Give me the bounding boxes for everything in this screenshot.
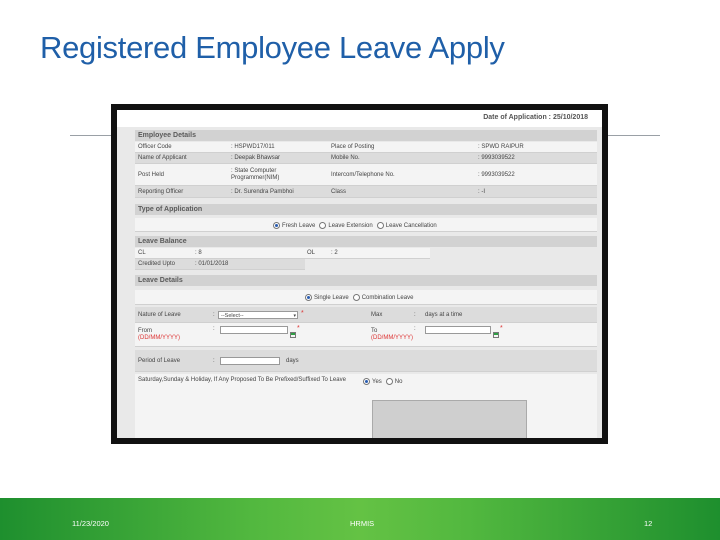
colon: : bbox=[213, 357, 215, 364]
required-star: * bbox=[297, 325, 300, 332]
to-date-input[interactable] bbox=[425, 326, 491, 334]
colon: : bbox=[414, 326, 416, 332]
field-label: Credited Upto bbox=[138, 261, 176, 267]
radio-selected-icon bbox=[305, 294, 312, 301]
radio-icon bbox=[319, 222, 326, 229]
radio-icon bbox=[377, 222, 384, 229]
radio-leave-cancellation[interactable]: Leave Cancellation bbox=[377, 222, 437, 229]
holiday-question: Saturday,Sunday & Holiday, If Any Proposed To Be Prefixed/Suffixed To Leave bbox=[138, 377, 346, 383]
colon: : bbox=[213, 326, 215, 332]
field-label: CL bbox=[138, 250, 146, 256]
field-label: Intercom/Telephone No. bbox=[331, 171, 395, 178]
period-unit: days bbox=[286, 357, 299, 364]
screenshot-frame bbox=[111, 104, 608, 444]
field-value: : 01/01/2018 bbox=[195, 261, 229, 267]
field-value: : State Computer Programmer(NIM) bbox=[231, 167, 280, 181]
colon: : bbox=[213, 311, 215, 318]
colon: : bbox=[414, 311, 416, 318]
field-label: Post Held bbox=[138, 171, 165, 178]
field-value: : Dr. Surendra Pambhoi bbox=[231, 188, 294, 195]
table-row bbox=[135, 164, 597, 186]
date-format-hint: (DD/MM/YYYY) bbox=[371, 334, 413, 341]
section-leave-details: Leave Details bbox=[135, 275, 597, 286]
application-type-row bbox=[135, 218, 597, 232]
field-value: : 9993039522 bbox=[478, 171, 515, 178]
section-leave-balance: Leave Balance bbox=[135, 236, 597, 247]
divider-left bbox=[70, 135, 112, 136]
table-row bbox=[135, 259, 305, 270]
to-label-block bbox=[371, 323, 413, 346]
remarks-textarea[interactable] bbox=[372, 400, 527, 438]
period-of-leave-row bbox=[135, 350, 597, 372]
radio-icon bbox=[386, 378, 393, 385]
field-value: : 8 bbox=[195, 250, 202, 256]
table-row bbox=[135, 186, 597, 198]
table-row bbox=[135, 142, 597, 153]
field-label: Class bbox=[331, 188, 347, 195]
chevron-down-icon: ▾ bbox=[293, 313, 296, 319]
leave-mode-row bbox=[135, 290, 597, 305]
field-label: Officer Code bbox=[138, 144, 172, 150]
max-days-value: days at a time bbox=[425, 311, 463, 318]
date-format-hint: (DD/MM/YYYY) bbox=[138, 334, 180, 341]
field-label: Mobile No. bbox=[331, 155, 360, 161]
calendar-icon[interactable] bbox=[290, 332, 296, 338]
radio-holiday-yes[interactable]: Yes bbox=[363, 378, 382, 385]
field-label: OL bbox=[307, 250, 316, 256]
nature-of-leave-select[interactable]: --Select-- ▾ bbox=[218, 311, 298, 319]
nature-of-leave-row bbox=[135, 307, 597, 323]
required-star: * bbox=[500, 325, 503, 332]
radio-icon bbox=[353, 294, 360, 301]
required-star: * bbox=[301, 310, 304, 317]
radio-combination-leave[interactable]: Combination Leave bbox=[353, 294, 414, 301]
page-number: 12 bbox=[644, 519, 653, 528]
radio-leave-extension[interactable]: Leave Extension bbox=[319, 222, 372, 229]
holiday-prefix-row bbox=[135, 374, 597, 438]
field-value: : 9993039522 bbox=[478, 155, 515, 161]
table-row bbox=[135, 248, 430, 259]
radio-selected-icon bbox=[273, 222, 280, 229]
table-row bbox=[135, 153, 597, 164]
slide-title: Registered Employee Leave Apply bbox=[40, 30, 505, 65]
radio-fresh-leave[interactable]: Fresh Leave bbox=[273, 222, 315, 229]
field-label: To bbox=[371, 327, 378, 334]
period-of-leave-input[interactable] bbox=[220, 357, 280, 365]
field-value: : HSPWD17/011 bbox=[231, 144, 275, 150]
radio-selected-icon bbox=[363, 378, 370, 385]
divider-right bbox=[607, 135, 660, 136]
field-label: Max bbox=[371, 311, 383, 318]
field-value: : SPWD RAIPUR bbox=[478, 144, 524, 150]
field-label: Period of Leave bbox=[138, 357, 181, 364]
field-label: Name of Applicant bbox=[138, 155, 187, 161]
field-label: From bbox=[138, 327, 152, 334]
radio-single-leave[interactable]: Single Leave bbox=[305, 294, 349, 301]
section-employee-details: Employee Details bbox=[135, 130, 597, 141]
footer-center: HRMIS bbox=[350, 519, 375, 528]
calendar-icon[interactable] bbox=[493, 332, 499, 338]
field-value: : Deepak Bhawsar bbox=[231, 155, 281, 161]
from-date-input[interactable] bbox=[220, 326, 288, 334]
radio-holiday-no[interactable]: No bbox=[386, 378, 403, 385]
leave-application-form bbox=[117, 110, 602, 438]
field-label: Reporting Officer bbox=[138, 188, 184, 195]
field-value: : -I bbox=[478, 188, 485, 195]
footer-date: 11/23/2020 bbox=[72, 519, 109, 528]
date-of-application: Date of Application : 25/10/2018 bbox=[483, 114, 588, 121]
section-type-of-application: Type of Application bbox=[135, 204, 597, 215]
field-value: : 2 bbox=[331, 250, 338, 256]
field-label: Nature of Leave bbox=[138, 311, 181, 318]
field-label: Place of Posting bbox=[331, 144, 375, 150]
from-label-block bbox=[138, 323, 180, 346]
date-range-row bbox=[135, 323, 597, 347]
